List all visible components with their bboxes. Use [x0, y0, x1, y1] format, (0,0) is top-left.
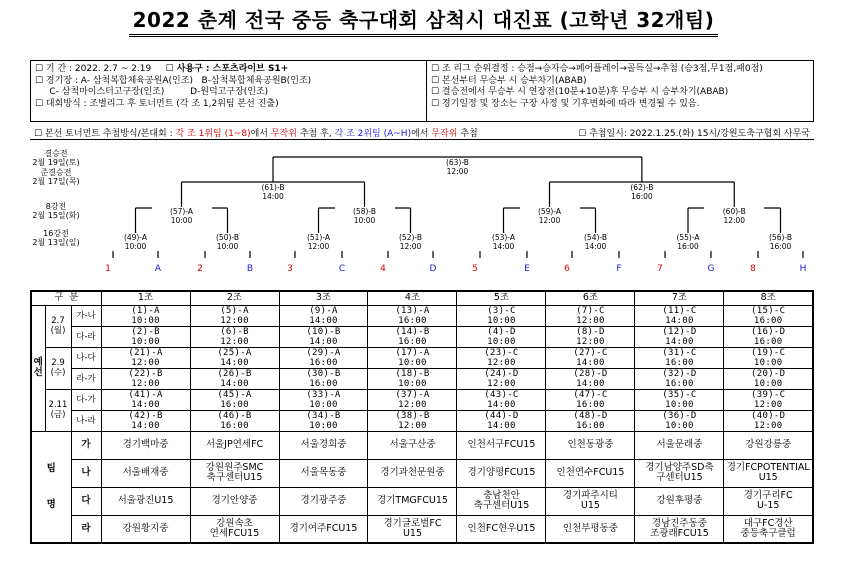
team-name: 충남천안 축구센터U15 — [457, 487, 546, 515]
match-cell: (26)-B 14:00 — [190, 368, 279, 389]
team-row — [31, 459, 813, 487]
draw-date: ☐ 추첨일시: 2022.1.25.(화) 15시/강원도축구협회 사무국 — [578, 129, 810, 139]
seed-D: D — [429, 264, 437, 274]
pairing-label: 라-가 — [71, 368, 101, 389]
seed-C: C — [338, 264, 346, 274]
team-name: 경기남양주SD축 구센터U15 — [635, 459, 724, 487]
info-rule-2: ☐ 본선부터 무승부 시 승부차기(ABAB) — [431, 75, 587, 86]
info-venue-1: ☐ 경기장 : A- 삼척복합체육공원A(인조) B-삼척복합체육공원B(인조) — [35, 75, 312, 86]
team-name: 대구FC경산 중등축구클럽 — [724, 515, 813, 543]
pairing-label: 다-가 — [71, 389, 101, 410]
seed-A: A — [154, 264, 162, 274]
qf-match-2-code: (58)-B — [353, 207, 376, 216]
match-cell: (19)-C 10:00 — [724, 347, 813, 368]
sf-match-1-code: (61)-B — [261, 183, 285, 192]
qf-match-2 — [335, 207, 395, 225]
round-date: 2월 13일(일) — [32, 238, 80, 247]
match-cell: (15)-C 16:00 — [724, 305, 813, 326]
header-group-2: 2조 — [190, 291, 279, 305]
match-cell: (16)-D 16:00 — [724, 326, 813, 347]
match-cell: (40)-D 12:00 — [724, 410, 813, 431]
match-cell: (3)-C 10:00 — [457, 305, 546, 326]
match-row — [31, 326, 813, 347]
team-name: 경기파주시티 U15 — [546, 487, 635, 515]
match-cell: (6)-B 12:00 — [190, 326, 279, 347]
header-group-5: 5조 — [457, 291, 546, 305]
round-label-2 — [26, 202, 86, 220]
page-title: 2022 춘계 전국 중등 축구대회 삼척시 대진표 (고학년 32개팀) — [129, 4, 719, 37]
round-name: 결승전 — [44, 149, 68, 158]
title-wrap — [0, 4, 847, 37]
qf-match-4-code: (60)-B — [722, 207, 746, 216]
match-cell: (24)-D 12:00 — [457, 368, 546, 389]
seed-B: B — [246, 264, 254, 274]
match-cell: (9)-A 14:00 — [279, 305, 368, 326]
match-cell: (30)-B 16:00 — [279, 368, 368, 389]
method-p9: 추첨 — [460, 129, 478, 139]
r16-match-6-time: 14:00 — [584, 242, 607, 251]
match-cell: (2)-B 10:00 — [101, 326, 190, 347]
schedule-header-row — [31, 291, 813, 305]
team-row — [31, 487, 813, 515]
team-name: 경기과천문원중 — [368, 459, 457, 487]
r16-match-4 — [381, 233, 441, 251]
r16-match-2 — [198, 233, 258, 251]
pairing-label: 나-다 — [71, 347, 101, 368]
header-group-1: 1조 — [101, 291, 190, 305]
pairing-label: 가-나 — [71, 305, 101, 326]
team-row — [31, 515, 813, 543]
r16-match-7-time: 16:00 — [677, 242, 699, 251]
r16-match-2-code: (50)-B — [216, 233, 239, 242]
team-name: 강원속초 연세FCU15 — [190, 515, 279, 543]
match-cell: (33)-A 10:00 — [279, 389, 368, 410]
tournament-bracket — [0, 145, 847, 283]
match-cell: (36)-D 10:00 — [635, 410, 724, 431]
r16-match-5 — [474, 233, 534, 251]
team-name: 서울광진U15 — [101, 487, 190, 515]
match-cell: (20)-D 10:00 — [724, 368, 813, 389]
round-date: 2월 15일(화) — [32, 211, 80, 220]
match-cell: (7)-C 12:00 — [546, 305, 635, 326]
r16-match-8 — [751, 233, 811, 251]
info-format: ☐ 대회방식 : 조별리그 후 토너먼트 (각 조 1,2위팀 본선 진출) — [35, 98, 279, 109]
qf-match-1 — [152, 207, 212, 225]
match-cell: (42)-B 14:00 — [101, 410, 190, 431]
team-row — [31, 431, 813, 459]
team-name: 서울문래중 — [635, 431, 724, 459]
final-match — [427, 158, 487, 176]
pairing-label: 나-라 — [71, 410, 101, 431]
qf-match-3-time: 12:00 — [538, 216, 561, 225]
match-cell: (8)-D 12:00 — [546, 326, 635, 347]
team-name: 인천동광중 — [546, 431, 635, 459]
sf-match-2 — [612, 183, 672, 201]
team-name: 경기양평FCU15 — [457, 459, 546, 487]
match-cell: (28)-D 14:00 — [546, 368, 635, 389]
info-venue-2: C- 삼척마이스터고구장(인조) D-원덕고구장(인조) — [35, 87, 269, 97]
info-rule-1: ☐ 조 리그 순위결정 : 승점→승자승→페어플레이→골득실→추첨 (승3점,무1점,패0점) — [431, 64, 763, 74]
match-cell: (38)-B 12:00 — [368, 410, 457, 431]
round-date: 2월 19일(토) — [32, 158, 80, 167]
team-name: 강원강릉중 — [724, 431, 813, 459]
r16-match-8-time: 16:00 — [769, 242, 792, 251]
team-label: 팀 명 — [31, 431, 71, 543]
match-cell: (22)-B 12:00 — [101, 368, 190, 389]
method-p3: 에서 — [250, 129, 268, 139]
qf-match-1-code: (57)-A — [169, 207, 194, 216]
match-cell: (18)-B 10:00 — [368, 368, 457, 389]
match-cell: (44)-D 14:00 — [457, 410, 546, 431]
sf-match-1-time: 14:00 — [262, 192, 284, 201]
header-group-8: 8조 — [724, 291, 813, 305]
r16-match-5-time: 14:00 — [492, 242, 515, 251]
match-cell: (13)-A 16:00 — [368, 305, 457, 326]
seed-7: 7 — [657, 264, 663, 274]
info-divider — [426, 61, 427, 121]
draw-method-text — [34, 126, 478, 139]
team-name: 강원원주SMC 축구센터U15 — [190, 459, 279, 487]
team-slot-label: 다 — [71, 487, 101, 515]
qf-match-3 — [520, 207, 580, 225]
r16-match-7 — [658, 233, 718, 251]
match-row — [31, 347, 813, 368]
pairing-label: 다-라 — [71, 326, 101, 347]
schedule-table — [30, 290, 814, 544]
sf-match-1 — [243, 183, 303, 201]
team-name: 서울경희중 — [279, 431, 368, 459]
round-name: 8강전 — [45, 202, 67, 211]
method-p6: 각 조 2위팀 (A~H) — [334, 129, 412, 139]
team-name: 인천부평동중 — [546, 515, 635, 543]
r16-match-5-code: (53)-A — [491, 233, 516, 242]
qf-match-3-code: (59)-A — [537, 207, 562, 216]
match-cell: (35)-C 10:00 — [635, 389, 724, 410]
day-date: 2.7 (월) — [45, 305, 71, 347]
match-row — [31, 305, 813, 326]
round-label-3 — [26, 229, 86, 247]
match-cell: (14)-B 16:00 — [368, 326, 457, 347]
header-group-4: 4조 — [368, 291, 457, 305]
round-name: 준결승전 — [40, 168, 72, 177]
r16-match-7-code: (55)-A — [676, 233, 700, 242]
seed-1: 1 — [105, 264, 111, 274]
header-gubun: 구 분 — [31, 291, 101, 305]
team-name: 경기구리FC U-15 — [724, 487, 813, 515]
team-name: 경기백마중 — [101, 431, 190, 459]
r16-match-6-code: (54)-B — [584, 233, 607, 242]
team-slot-label: 라 — [71, 515, 101, 543]
round-label-1 — [26, 168, 86, 186]
team-name: 강원후평중 — [635, 487, 724, 515]
team-name: 경기TMGFCU15 — [368, 487, 457, 515]
match-cell: (27)-C 14:00 — [546, 347, 635, 368]
team-name: 서울목동중 — [279, 459, 368, 487]
final-match-code: (63)-B — [445, 158, 469, 167]
team-name: 서울배재중 — [101, 459, 190, 487]
team-name: 서울JP연세FC — [190, 431, 279, 459]
match-cell: (25)-A 14:00 — [190, 347, 279, 368]
seed-2: 2 — [197, 264, 203, 274]
method-p7: 에서 — [411, 129, 429, 139]
header-group-6: 6조 — [546, 291, 635, 305]
match-cell: (10)-B 14:00 — [279, 326, 368, 347]
prelim-label: 예 선 — [31, 305, 45, 431]
match-cell: (31)-C 16:00 — [635, 347, 724, 368]
team-name: 경기글로벌FC U15 — [368, 515, 457, 543]
team-name: 경기안양중 — [190, 487, 279, 515]
match-cell: (46)-B 16:00 — [190, 410, 279, 431]
r16-match-1-time: 10:00 — [124, 242, 147, 251]
r16-match-3 — [289, 233, 349, 251]
seed-G: G — [707, 264, 715, 274]
qf-match-2-time: 10:00 — [353, 216, 376, 225]
r16-match-3-time: 12:00 — [307, 242, 330, 251]
team-name: 서울구산중 — [368, 431, 457, 459]
match-cell: (32)-D 16:00 — [635, 368, 724, 389]
sf-match-2-time: 16:00 — [631, 192, 653, 201]
team-name: 인천서구FCU15 — [457, 431, 546, 459]
seed-H: H — [799, 264, 807, 274]
header-group-3: 3조 — [279, 291, 368, 305]
team-name: 경기광주중 — [279, 487, 368, 515]
team-name: 인천FC현우U15 — [457, 515, 546, 543]
team-slot-label: 가 — [71, 431, 101, 459]
match-cell: (17)-A 10:00 — [368, 347, 457, 368]
header-group-7: 7조 — [635, 291, 724, 305]
qf-match-4-time: 12:00 — [723, 216, 746, 225]
team-name: 경남진주동중 조광래FCU15 — [635, 515, 724, 543]
match-cell: (11)-C 14:00 — [635, 305, 724, 326]
r16-match-1-code: (49)-A — [123, 233, 148, 242]
info-ball-text: ☐ 사용구 : 스포츠라이브 S1+ — [165, 64, 289, 74]
match-cell: (45)-A 16:00 — [190, 389, 279, 410]
team-name: 경기FCPOTENTIAL U15 — [724, 459, 813, 487]
team-name: 인천연수FCU15 — [546, 459, 635, 487]
info-period — [35, 64, 311, 76]
seed-5: 5 — [472, 264, 478, 274]
info-period-text: ☐ 기 간 : 2022. 2.7 ~ 2.19 — [35, 64, 152, 74]
team-name: 경기여주FCU15 — [279, 515, 368, 543]
qf-match-4 — [704, 207, 764, 225]
method-p2: 각 조 1위팀 (1~8) — [175, 129, 251, 139]
match-cell: (5)-A 12:00 — [190, 305, 279, 326]
match-row — [31, 410, 813, 431]
match-cell: (47)-C 16:00 — [546, 389, 635, 410]
r16-match-1 — [106, 233, 166, 251]
method-p5: 추첨 후, — [299, 129, 332, 139]
day-date: 2.9 (수) — [45, 347, 71, 389]
round-label-0 — [26, 149, 86, 167]
match-cell: (21)-A 12:00 — [101, 347, 190, 368]
r16-match-6 — [566, 233, 626, 251]
info-left — [35, 64, 311, 110]
round-date: 2월 17일(목) — [32, 177, 80, 186]
match-cell: (43)-C 14:00 — [457, 389, 546, 410]
team-slot-label: 나 — [71, 459, 101, 487]
seed-3: 3 — [287, 264, 293, 274]
info-box — [30, 60, 814, 122]
draw-method — [30, 126, 814, 140]
match-cell: (1)-A 10:00 — [101, 305, 190, 326]
day-date: 2.11 (금) — [45, 389, 71, 431]
info-rule-3: ☐ 결승전에서 무승부 시 연장전(10분+10분)후 무승부 시 승부차기(ABAB) — [431, 87, 729, 97]
round-name: 16강전 — [43, 229, 69, 238]
match-cell: (23)-C 12:00 — [457, 347, 546, 368]
info-right — [431, 64, 763, 110]
seed-F: F — [616, 264, 622, 274]
info-rule-4: ☐ 경기일정 및 장소는 구장 사정 및 기후변화에 따라 변경될 수 있음. — [431, 98, 700, 109]
match-row — [31, 368, 813, 389]
sf-match-2-code: (62)-B — [630, 183, 654, 192]
seed-4: 4 — [380, 264, 386, 274]
method-p4: 무작위 — [270, 129, 297, 139]
match-row — [31, 389, 813, 410]
seed-E: E — [524, 264, 530, 274]
match-cell: (12)-D 14:00 — [635, 326, 724, 347]
r16-match-8-code: (56)-B — [769, 233, 792, 242]
match-cell: (37)-A 12:00 — [368, 389, 457, 410]
method-p8: 무작위 — [431, 129, 458, 139]
r16-match-2-time: 10:00 — [216, 242, 239, 251]
match-cell: (41)-A 14:00 — [101, 389, 190, 410]
match-cell: (29)-A 16:00 — [279, 347, 368, 368]
team-name: 강원황지중 — [101, 515, 190, 543]
r16-match-4-code: (52)-B — [399, 233, 422, 242]
final-match-time: 12:00 — [446, 167, 469, 176]
match-cell: (39)-C 12:00 — [724, 389, 813, 410]
method-p1: ☐ 본선 토너먼트 추첨방식/본대회 : — [34, 129, 173, 139]
qf-match-1-time: 10:00 — [170, 216, 193, 225]
r16-match-3-code: (51)-A — [306, 233, 331, 242]
match-cell: (4)-D 10:00 — [457, 326, 546, 347]
r16-match-4-time: 12:00 — [399, 242, 422, 251]
seed-6: 6 — [564, 264, 570, 274]
match-cell: (34)-B 10:00 — [279, 410, 368, 431]
match-cell: (48)-D 16:00 — [546, 410, 635, 431]
seed-8: 8 — [750, 264, 756, 274]
